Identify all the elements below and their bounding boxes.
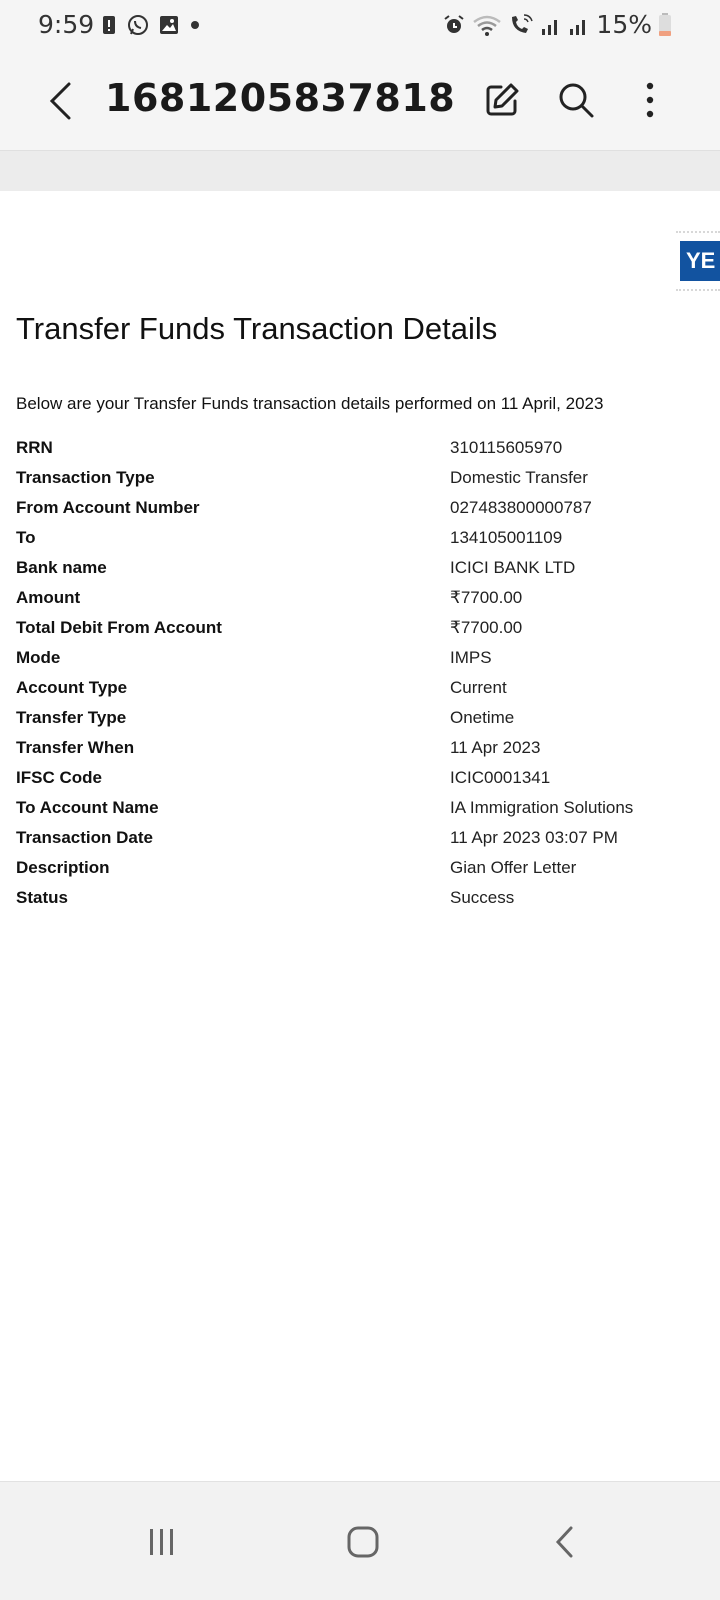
alert-notification-icon [100,13,118,37]
detail-value: Onetime [450,708,515,727]
detail-row-status [16,883,706,913]
detail-label: Amount [16,588,81,607]
detail-row-transaction-type [16,463,706,493]
detail-label: Mode [16,648,61,667]
system-icons [442,10,672,39]
wifi-icon [472,13,502,37]
home-button[interactable] [323,1512,403,1572]
alarm-icon [442,13,466,37]
detail-label: Description [16,858,110,877]
detail-row-total-debit [16,613,706,643]
signal-1-icon [540,13,562,37]
detail-label: To Account Name [16,798,159,817]
gallery-icon [158,14,180,36]
detail-row-account-type [16,673,706,703]
edit-icon [483,81,521,119]
detail-row-transfer-when [16,733,706,763]
detail-row-amount [16,583,706,613]
battery-icon [658,12,672,38]
detail-value: ₹7700.00 [450,588,523,607]
detail-row-mode [16,643,706,673]
detail-value: 310115605970 [450,438,563,457]
signal-2-icon [568,13,590,37]
detail-value: Current [450,678,507,697]
home-icon [346,1525,380,1559]
detail-row-transaction-date [16,823,706,853]
back-button[interactable] [38,76,82,126]
detail-label: IFSC Code [16,768,102,787]
nav-back-button[interactable] [524,1512,604,1572]
detail-row-description [16,853,706,883]
status-bar [0,0,720,52]
detail-label: From Account Number [16,498,200,517]
detail-value: ₹7700.00 [450,618,523,637]
detail-value: IA Immigration Solutions [450,798,634,817]
system-navigation-bar [0,1481,720,1600]
detail-row-to-account-name [16,793,706,823]
wifi-calling-icon [508,13,534,37]
search-button[interactable] [546,74,606,126]
search-icon [557,81,595,119]
detail-label: Bank name [16,558,107,577]
nav-back-icon [553,1525,575,1559]
document-title: Transfer Funds Transaction Details [16,311,498,346]
detail-label: Transfer When [16,738,135,757]
more-options-button[interactable] [620,74,680,126]
edit-button[interactable] [472,74,532,126]
detail-value: Success [450,888,515,907]
page-title: 1681205837818 [105,76,456,120]
detail-value: IMPS [450,648,492,667]
notification-icons [100,13,202,37]
detail-value: 027483800000787 [450,498,592,517]
app-bar [0,52,720,150]
header-divider [0,150,720,191]
detail-label: Transaction Date [16,828,153,847]
detail-value: 134105001109 [450,528,563,547]
detail-row-transfer-type [16,703,706,733]
more-vertical-icon [645,82,655,118]
detail-row-rrn [16,433,706,463]
battery-percentage: 15% [596,10,652,39]
transaction-details-table [16,433,706,913]
detail-row-to [16,523,706,553]
detail-value: 11 Apr 2023 03:07 PM [450,828,618,847]
detail-value: Domestic Transfer [450,468,588,487]
app-actions [458,74,680,126]
status-time: 9:59 [38,10,95,39]
detail-row-ifsc-code [16,763,706,793]
document-view[interactable] [0,191,720,1481]
detail-row-from-account [16,493,706,523]
detail-row-bank-name [16,553,706,583]
detail-value: ICICI BANK LTD [450,558,576,577]
detail-value: Gian Offer Letter [450,858,577,877]
chevron-left-icon [47,81,73,121]
detail-label: Status [16,888,68,907]
dot-icon [188,18,202,32]
detail-value: 11 Apr 2023 [450,738,541,757]
detail-label: Transaction Type [16,468,155,487]
detail-label: Total Debit From Account [16,618,222,637]
recent-apps-icon [147,1527,177,1557]
document-intro: Below are your Transfer Funds transaction details performed on 11 April, 2023 [16,394,604,413]
detail-label: Account Type [16,678,128,697]
bank-logo: YE [680,241,720,281]
detail-label: Transfer Type [16,708,127,727]
recent-apps-button[interactable] [122,1512,202,1572]
detail-label: To [16,528,36,547]
whatsapp-icon [126,13,150,37]
detail-value: ICIC0001341 [450,768,551,787]
detail-label: RRN [16,438,53,457]
